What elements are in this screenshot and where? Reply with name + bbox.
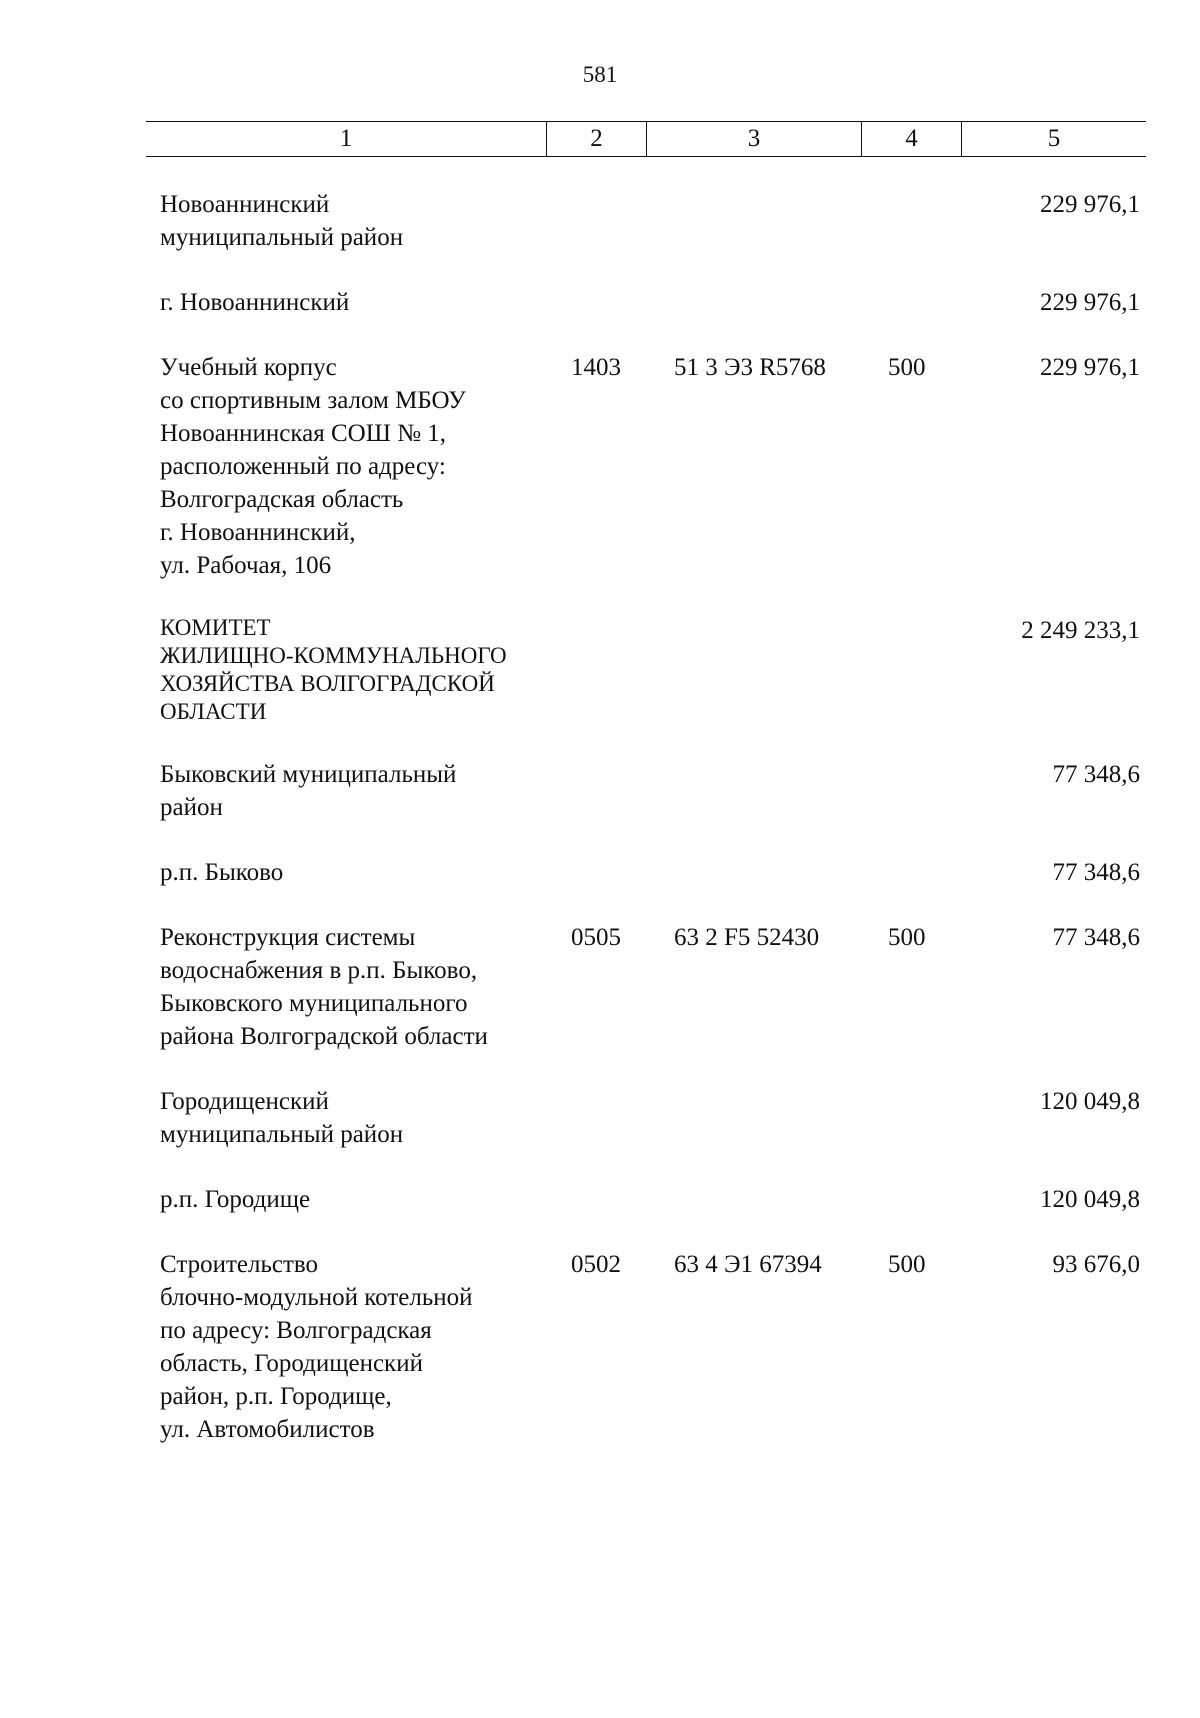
row-amount: 229 976,1 bbox=[1040, 191, 1140, 218]
table-header bbox=[146, 121, 1146, 157]
table-row bbox=[146, 614, 1146, 726]
row-name: Новоаннинский муниципальный район bbox=[160, 191, 404, 251]
header-col-1: 1 bbox=[146, 122, 547, 156]
row-code: 0505 bbox=[571, 924, 621, 951]
row-amount: 2 249 233,1 bbox=[1021, 617, 1140, 644]
page-number: 581 bbox=[582, 62, 618, 87]
table-row bbox=[146, 1248, 1146, 1446]
row-expense-type: 500 bbox=[888, 1251, 926, 1278]
header-col-3: 3 bbox=[647, 122, 862, 156]
row-expense-type: 500 bbox=[888, 924, 926, 951]
row-code: 1403 bbox=[571, 354, 621, 381]
header-col-2: 2 bbox=[547, 122, 647, 156]
row-name: КОМИТЕТ ЖИЛИЩНО-КОММУНАЛЬНОГО ХОЗЯЙСТВА ВОЛГОГРАДСКОЙ ОБЛАСТИ bbox=[160, 615, 507, 724]
row-amount: 77 348,6 bbox=[1052, 761, 1140, 788]
row-target-article: 51 3 Э3 R5768 bbox=[674, 354, 826, 381]
row-code: 0502 bbox=[571, 1251, 621, 1278]
row-name: р.п. Быково bbox=[160, 859, 284, 886]
table-row bbox=[146, 856, 1146, 889]
row-expense-type: 500 bbox=[888, 354, 926, 381]
table-row bbox=[146, 758, 1146, 824]
row-amount: 120 049,8 bbox=[1040, 1186, 1140, 1213]
row-amount: 93 676,0 bbox=[1052, 1251, 1140, 1278]
row-name: Реконструкция системы водоснабжения в р.п. Быково, Быковского муниципального района Волгоградской области bbox=[160, 924, 488, 1050]
table-body bbox=[146, 188, 1146, 1478]
table-row bbox=[146, 351, 1146, 582]
row-name: Быковский муниципальный район bbox=[160, 761, 457, 821]
row-target-article: 63 4 Э1 67394 bbox=[674, 1251, 822, 1278]
row-name: Городищенский муниципальный район bbox=[160, 1088, 404, 1148]
header-col-4: 4 bbox=[862, 122, 962, 156]
row-amount: 229 976,1 bbox=[1040, 289, 1140, 316]
table-row bbox=[146, 1085, 1146, 1151]
row-amount: 229 976,1 bbox=[1040, 354, 1140, 381]
row-name: Учебный корпус со спортивным залом МБОУ Новоаннинская СОШ № 1, расположенный по адресу: Волгоградская область г. Новоаннинский, ул. Рабочая, 106 bbox=[160, 354, 466, 579]
row-name: г. Новоаннинский bbox=[160, 289, 350, 316]
table-row bbox=[146, 188, 1146, 254]
header-col-5: 5 bbox=[1047, 125, 1061, 152]
row-target-article: 63 2 F5 52430 bbox=[674, 924, 820, 951]
table-row bbox=[146, 921, 1146, 1053]
row-amount: 77 348,6 bbox=[1052, 924, 1140, 951]
row-name: Строительство блочно-модульной котельной по адресу: Волгоградская область, Городищенский район, р.п. Городище, ул. Автомобилистов bbox=[160, 1251, 473, 1443]
row-amount: 120 049,8 bbox=[1040, 1088, 1140, 1115]
row-amount: 77 348,6 bbox=[1052, 859, 1140, 886]
row-name: р.п. Городище bbox=[160, 1186, 311, 1213]
table-row bbox=[146, 286, 1146, 319]
table-row bbox=[146, 1183, 1146, 1216]
